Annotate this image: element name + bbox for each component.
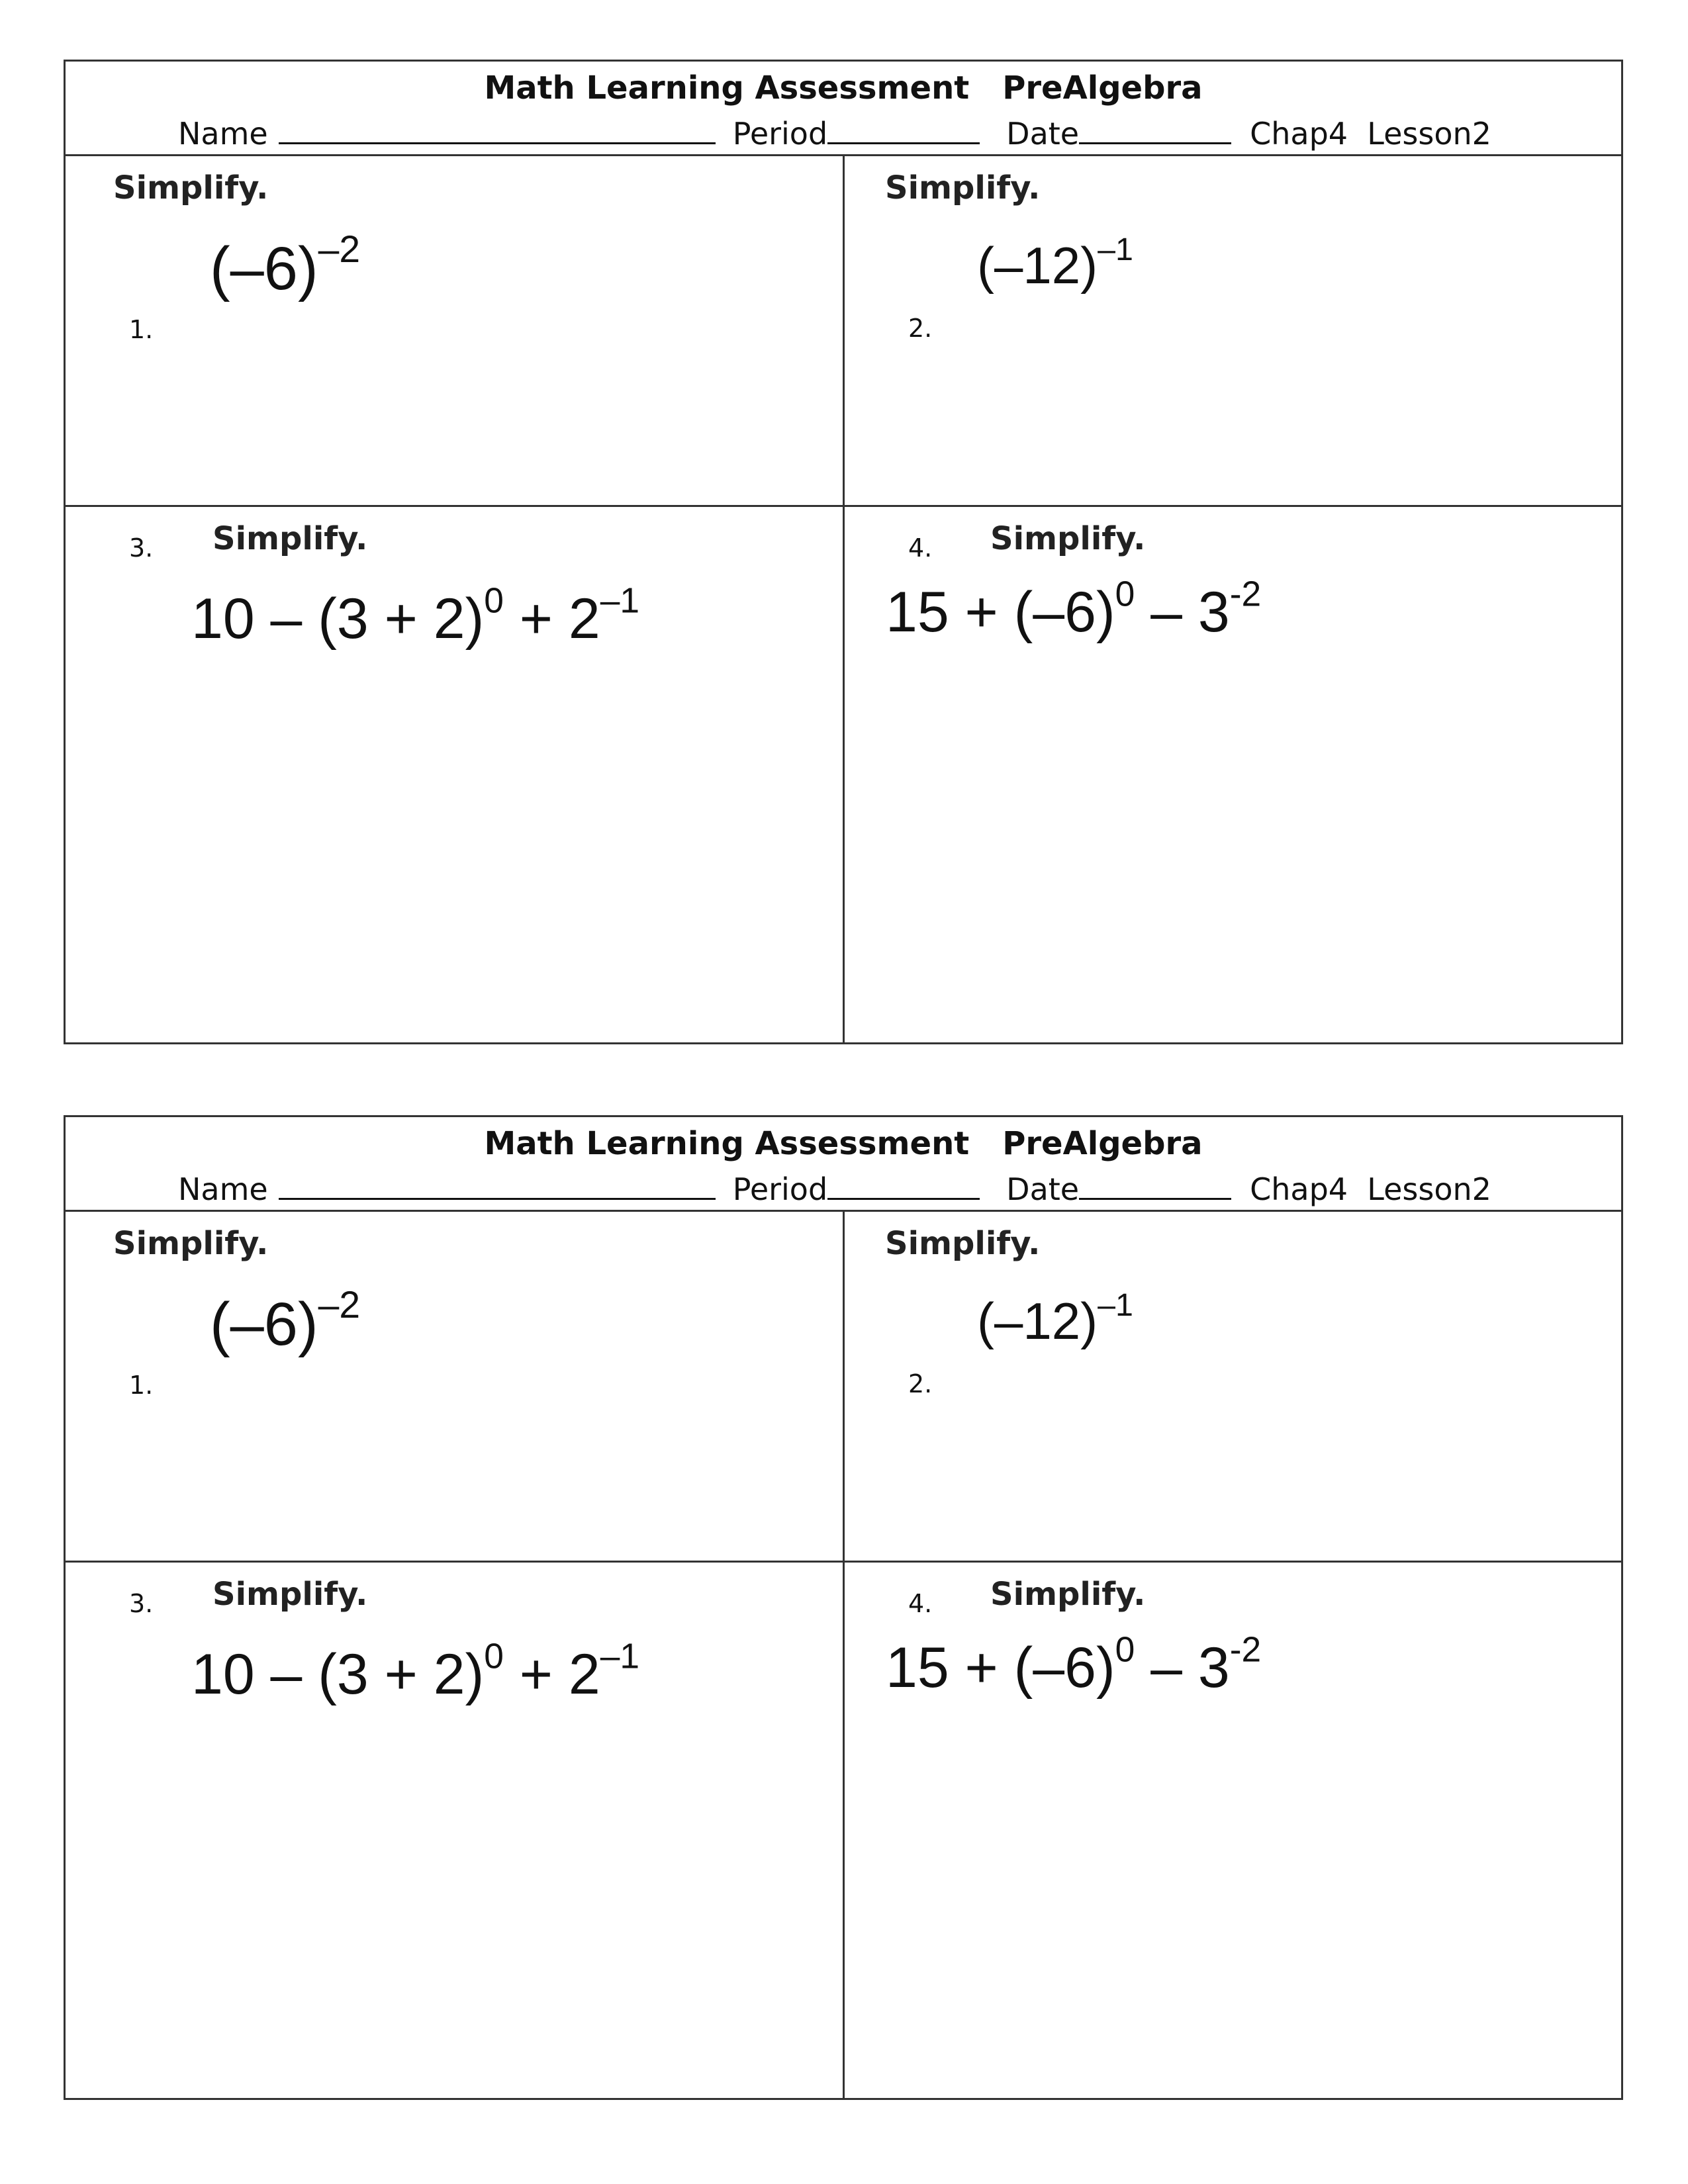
course-name: PreAlgebra <box>1002 1125 1203 1162</box>
expression-part-2: – 3 <box>1135 1636 1230 1700</box>
expression-exponent-1: 0 <box>1115 1630 1135 1670</box>
problem-expression <box>210 1283 361 1359</box>
period-blank[interactable] <box>827 1169 980 1200</box>
instruction: Simplify. <box>990 1576 1146 1613</box>
problem-number: 1. <box>129 315 154 344</box>
expression-part-2: + 2 <box>503 587 600 651</box>
instruction: Simplify. <box>212 1576 368 1613</box>
sheet-header <box>66 62 1621 156</box>
problem-expression <box>977 1287 1133 1351</box>
expression-exponent-1: 0 <box>484 1637 504 1676</box>
instruction: Simplify. <box>885 1225 1041 1262</box>
expression-part-2: + 2 <box>503 1643 600 1706</box>
problem-expression <box>191 1637 640 1707</box>
lesson-label: Lesson2 <box>1367 1171 1491 1207</box>
expression-exponent-2: -2 <box>1229 574 1262 614</box>
problem-cell-1[interactable] <box>66 1212 845 1563</box>
date-label: Date <box>1006 1171 1080 1207</box>
problem-number: 3. <box>129 1589 154 1618</box>
instruction: Simplify. <box>885 169 1041 206</box>
expression-part-1: 10 – (3 + 2) <box>191 587 485 651</box>
problem-cell-3[interactable] <box>66 1563 845 2098</box>
expression-exponent: –2 <box>318 1283 361 1326</box>
problem-number: 4. <box>908 1589 933 1618</box>
chapter-label: Chap4 <box>1250 1171 1348 1207</box>
expression-exponent: –1 <box>1098 232 1133 268</box>
date-label: Date <box>1006 116 1080 152</box>
period-blank[interactable] <box>827 113 980 144</box>
instruction: Simplify. <box>113 169 269 206</box>
lesson-label: Lesson2 <box>1367 116 1491 152</box>
problem-expression <box>210 228 361 304</box>
problem-number: 2. <box>908 314 933 343</box>
problem-expression <box>191 581 640 652</box>
assessment-title: Math Learning Assessment <box>484 69 970 107</box>
problem-cell-4[interactable] <box>845 1563 1621 2098</box>
assessment-sheet-bottom <box>64 1115 1623 2100</box>
problem-cell-4[interactable] <box>845 507 1621 1042</box>
assessment-sheet-top <box>64 60 1623 1044</box>
expression-part-1: 10 – (3 + 2) <box>191 1643 485 1706</box>
date-blank[interactable] <box>1079 1169 1231 1200</box>
header-info-line <box>178 1169 1491 1209</box>
expression-base: (–6) <box>210 1291 318 1358</box>
expression-exponent-1: 0 <box>1115 574 1135 614</box>
expression-exponent-2: –1 <box>600 1637 640 1676</box>
header-info-line <box>178 113 1491 154</box>
expression-base: (–12) <box>977 1292 1098 1350</box>
expression-exponent-2: –1 <box>600 581 640 621</box>
problem-cell-1[interactable] <box>66 156 845 507</box>
expression-base: (–6) <box>210 235 318 302</box>
instruction: Simplify. <box>212 520 368 557</box>
problem-number: 3. <box>129 533 154 563</box>
expression-part-1: 15 + (–6) <box>886 580 1115 644</box>
header-title-line <box>66 67 1621 109</box>
problem-expression <box>886 1630 1262 1701</box>
problem-cell-2[interactable] <box>845 156 1621 507</box>
problem-cell-2[interactable] <box>845 1212 1621 1563</box>
name-label: Name <box>178 1171 268 1207</box>
problem-number: 1. <box>129 1371 154 1400</box>
problem-expression <box>886 574 1262 645</box>
sheet-header <box>66 1117 1621 1212</box>
expression-base: (–12) <box>977 236 1098 295</box>
problem-number: 4. <box>908 533 933 563</box>
problem-number: 2. <box>908 1369 933 1398</box>
assessment-title: Math Learning Assessment <box>484 1125 970 1162</box>
expression-part-1: 15 + (–6) <box>886 1636 1115 1700</box>
problem-expression <box>977 232 1133 296</box>
chapter-label: Chap4 <box>1250 116 1348 152</box>
name-label: Name <box>178 116 268 152</box>
instruction: Simplify. <box>113 1225 269 1262</box>
name-blank[interactable] <box>279 113 716 144</box>
course-name: PreAlgebra <box>1002 69 1203 107</box>
date-blank[interactable] <box>1079 113 1231 144</box>
expression-exponent-1: 0 <box>484 581 504 621</box>
period-label: Period <box>732 1171 828 1207</box>
expression-part-2: – 3 <box>1135 580 1230 644</box>
header-title-line <box>66 1122 1621 1165</box>
expression-exponent-2: -2 <box>1229 1630 1262 1670</box>
problem-cell-3[interactable] <box>66 507 845 1042</box>
expression-exponent: –2 <box>318 228 361 271</box>
period-label: Period <box>732 116 828 152</box>
instruction: Simplify. <box>990 520 1146 557</box>
name-blank[interactable] <box>279 1169 716 1200</box>
expression-exponent: –1 <box>1098 1287 1133 1324</box>
